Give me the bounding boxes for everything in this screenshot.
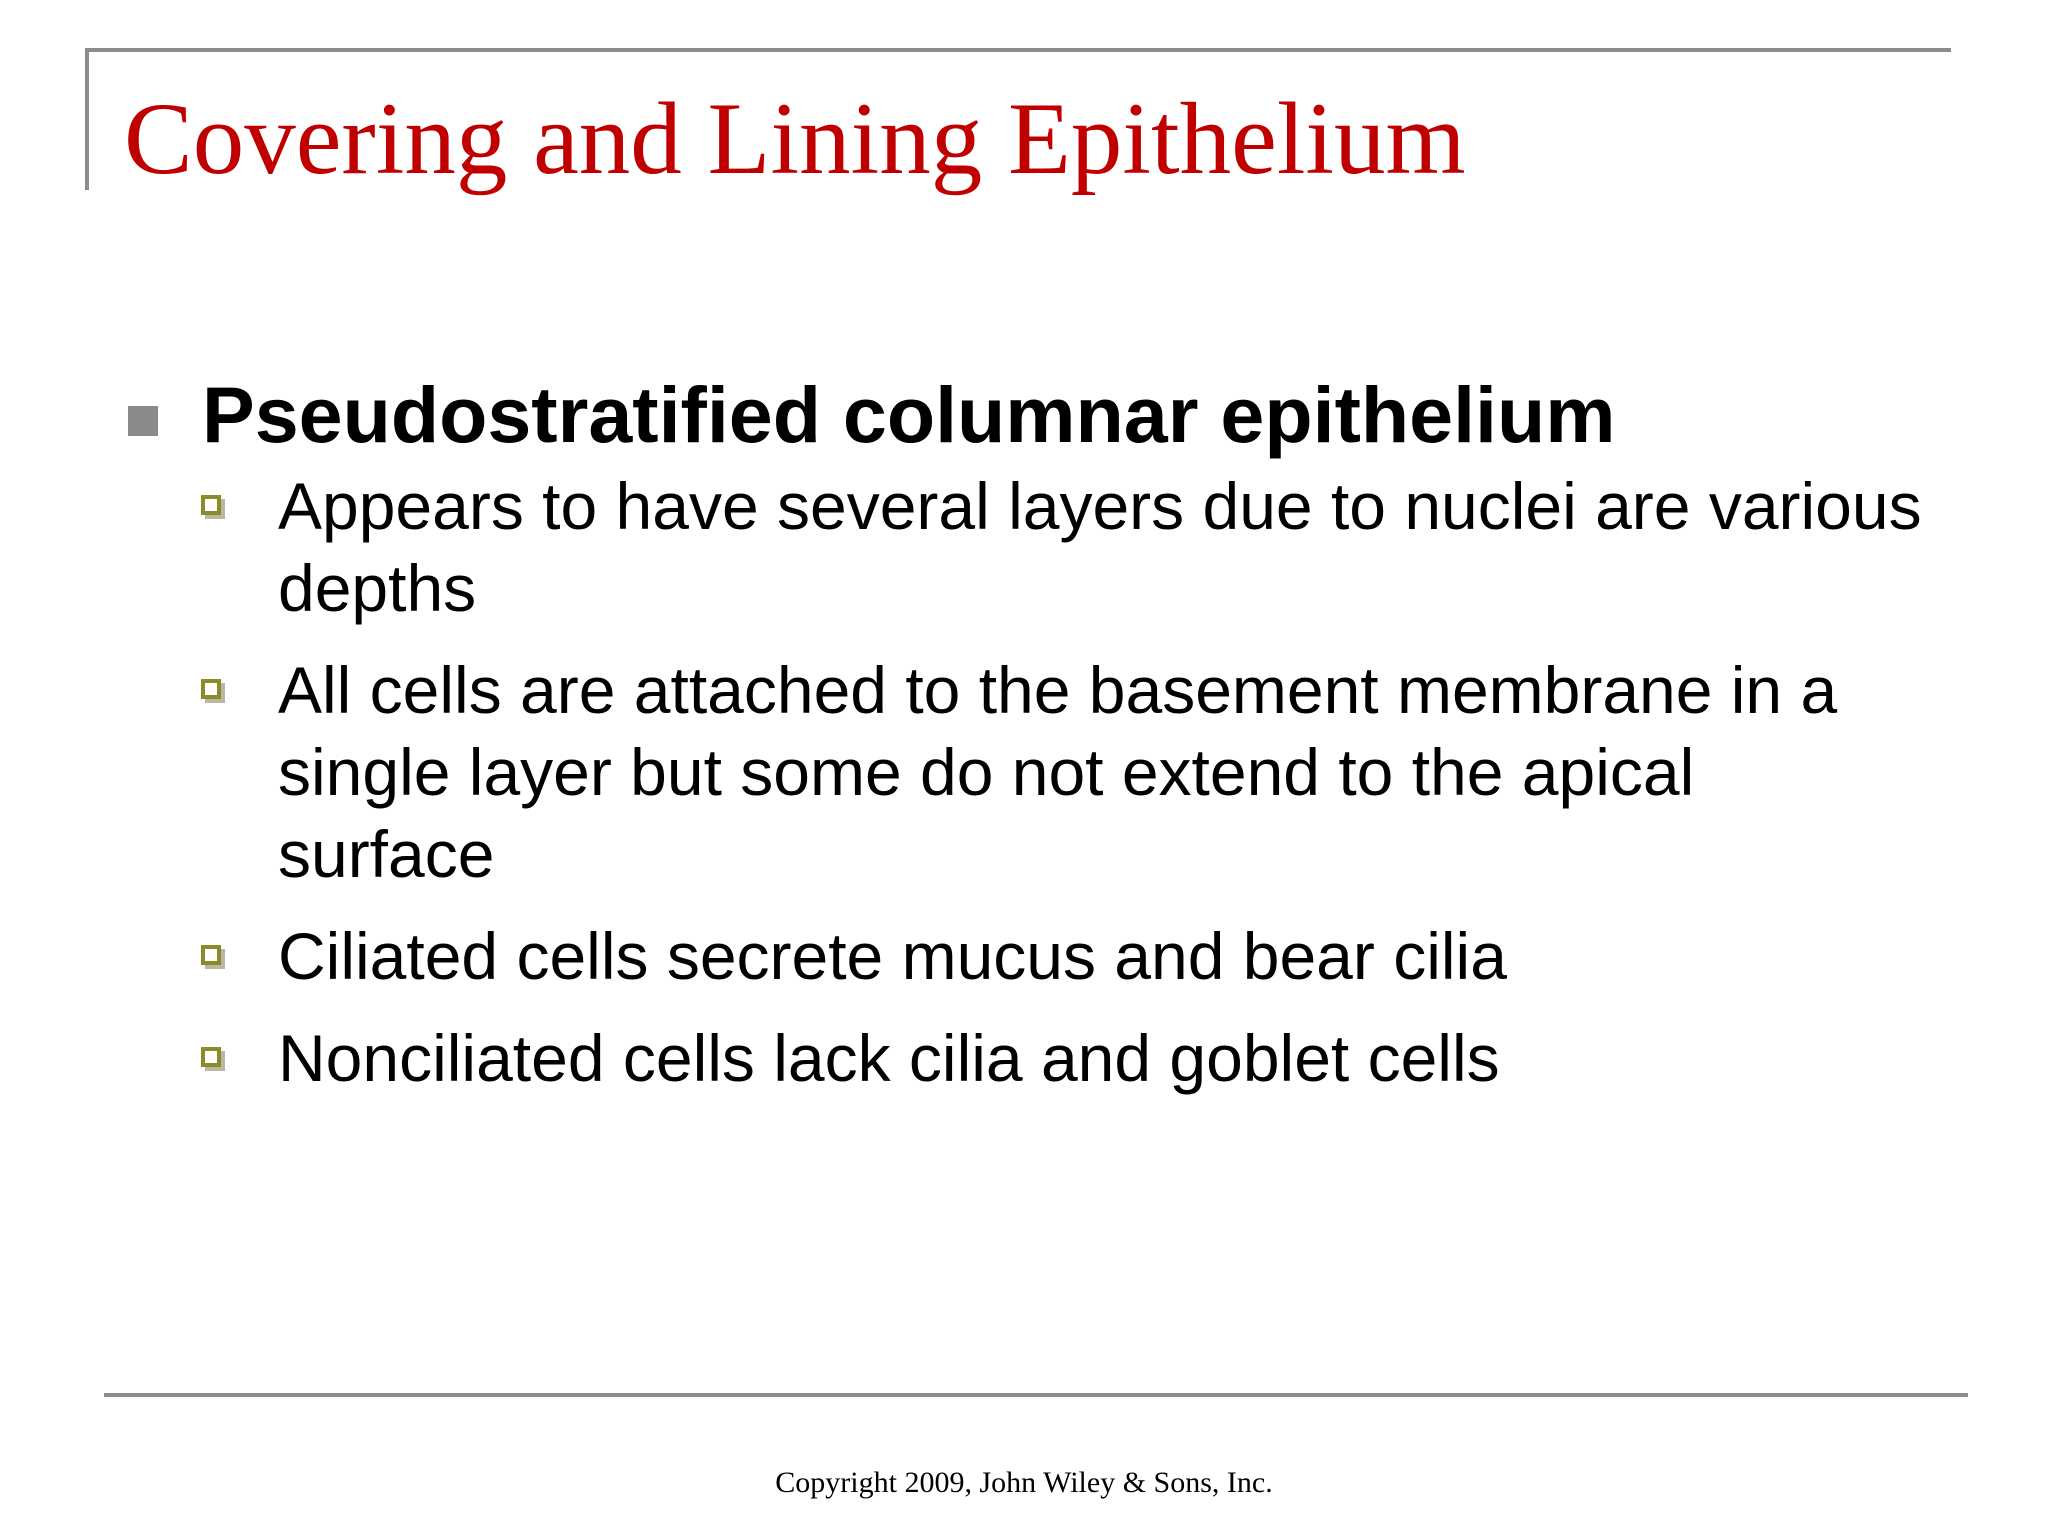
sub-bullet-item [201,465,1928,629]
main-bullet-text: Pseudostratified columnar epithelium [202,370,1616,459]
sub-bullet-text: All cells are attached to the basement membrane in a single layer but some do not extend to the apical surface [278,652,1838,891]
sub-bullet-item [201,649,1928,895]
main-bullet [128,368,1928,463]
slide-content [128,368,1928,1119]
hollow-square-bullet-icon [201,1047,221,1067]
sub-bullet-item [201,1017,1928,1099]
hollow-square-bullet-icon [201,679,221,699]
footer-rule [104,1393,1968,1397]
hollow-square-bullet-icon [201,945,221,965]
title-frame-top-rule [85,48,1951,52]
sub-bullet-list [128,465,1928,1099]
slide-title: Covering and Lining Epithelium [124,82,1466,196]
sub-bullet-text: Ciliated cells secrete mucus and bear cilia [278,918,1507,993]
hollow-square-bullet-icon [201,495,221,515]
sub-bullet-text: Appears to have several layers due to nuclei are various depths [278,468,1922,625]
copyright-footer: Copyright 2009, John Wiley & Sons, Inc. [775,1466,1273,1499]
title-frame-left-rule [85,48,89,190]
filled-square-bullet-icon [128,406,158,436]
sub-bullet-text: Nonciliated cells lack cilia and goblet cells [278,1020,1500,1095]
sub-bullet-item [201,915,1928,997]
